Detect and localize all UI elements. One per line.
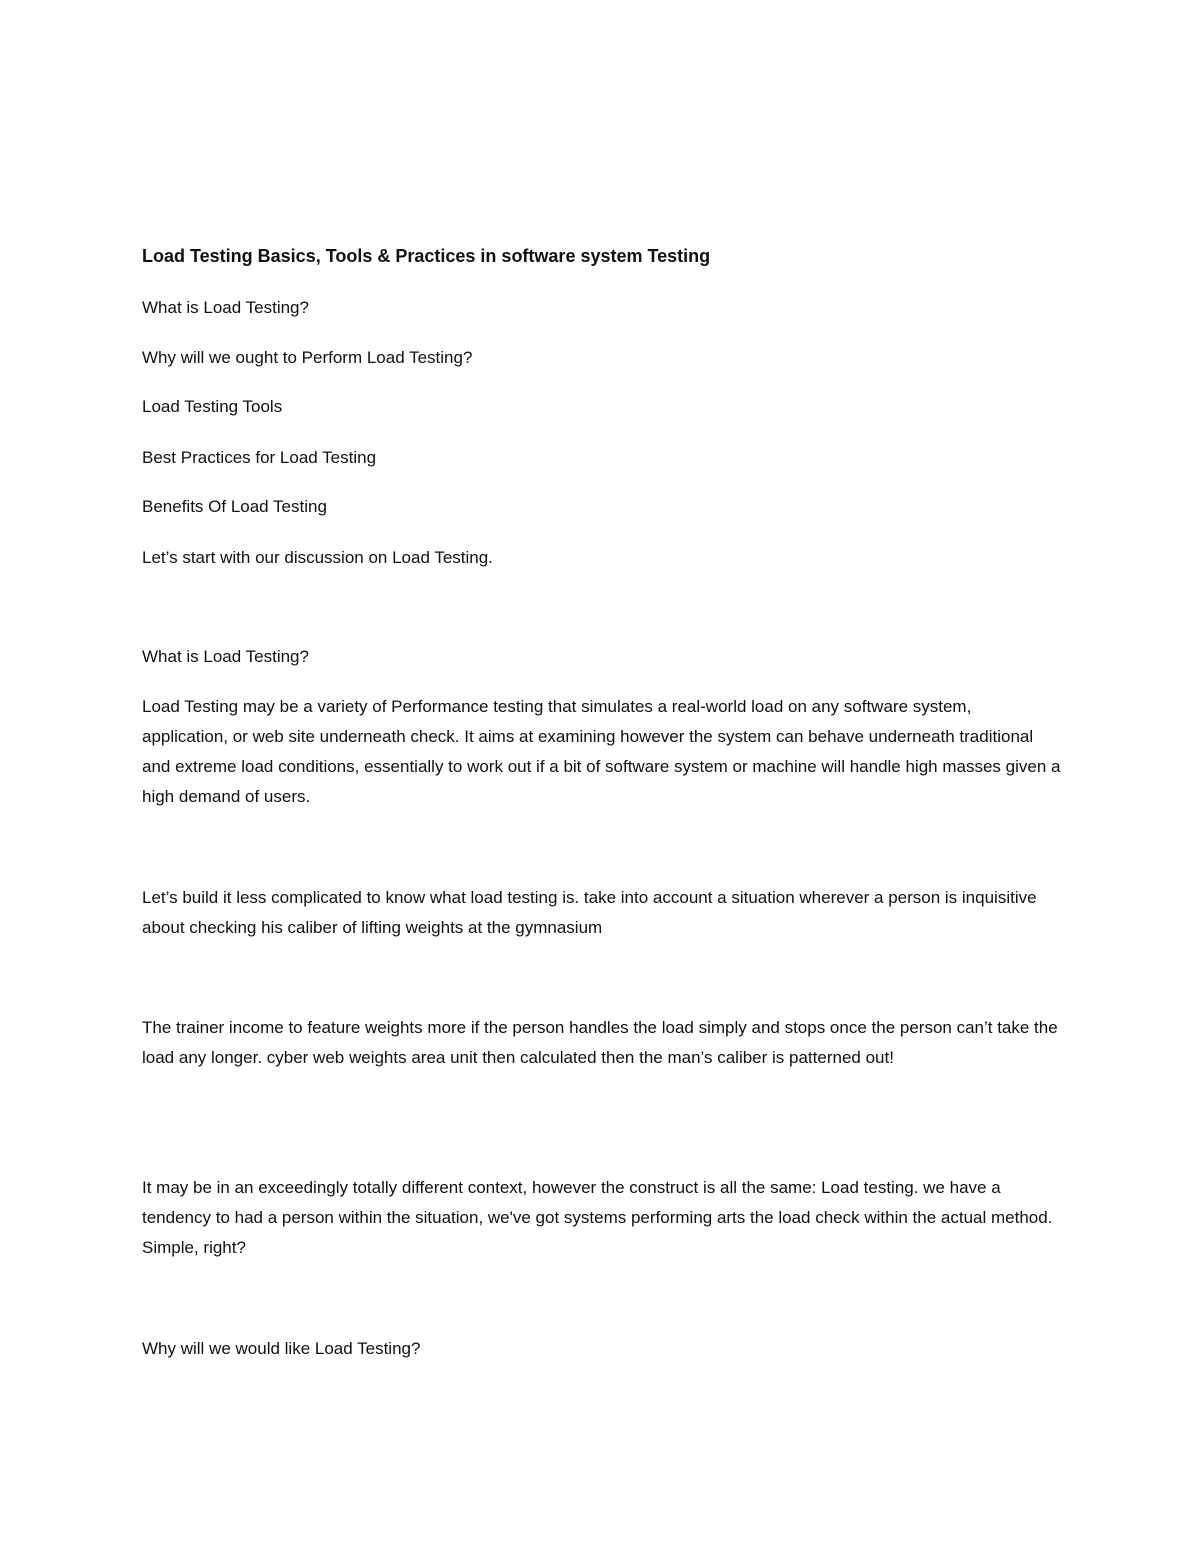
document-title: Load Testing Basics, Tools & Practices in software system Testing — [142, 246, 711, 266]
paragraph-gym-analogy: Let’s build it less complicated to know what load testing is. take into account a situation wherever a person is inquisitive about checking his caliber of lifting weights at the gymnasium — [142, 888, 1037, 937]
paragraph-definition: Load Testing may be a variety of Performance testing that simulates a real-world load on any software system, application, or web site underneath check. It aims at examining however the system can behave underneath traditional and extreme load conditions, essentially to work out if a bit of software system or machine will handle high masses given a high demand of users. — [142, 697, 1061, 806]
toc-item-tools: Load Testing Tools — [142, 397, 283, 416]
paragraph-trainer: The trainer income to feature weights more if the person handles the load simply and stops once the person can’t take the load any longer. cyber web weights area unit then calculated then the man’s caliber is patterned out! — [142, 1018, 1058, 1067]
toc-item-why-perform: Why will we ought to Perform Load Testing? — [142, 348, 473, 367]
toc-item-what-is: What is Load Testing? — [142, 298, 309, 317]
section-heading-what-is: What is Load Testing? — [142, 647, 309, 666]
intro-text: Let’s start with our discussion on Load Testing. — [142, 548, 493, 567]
toc-item-best-practices: Best Practices for Load Testing — [142, 448, 377, 467]
toc-item-benefits: Benefits Of Load Testing — [142, 497, 327, 516]
section-heading-why: Why will we would like Load Testing? — [142, 1339, 421, 1358]
paragraph-context: It may be in an exceedingly totally different context, however the construct is all the same: Load testing. we have a tendency to had a person within the situation, we've got systems performing arts the load check within the actual method. Simple, right? — [142, 1178, 1053, 1257]
